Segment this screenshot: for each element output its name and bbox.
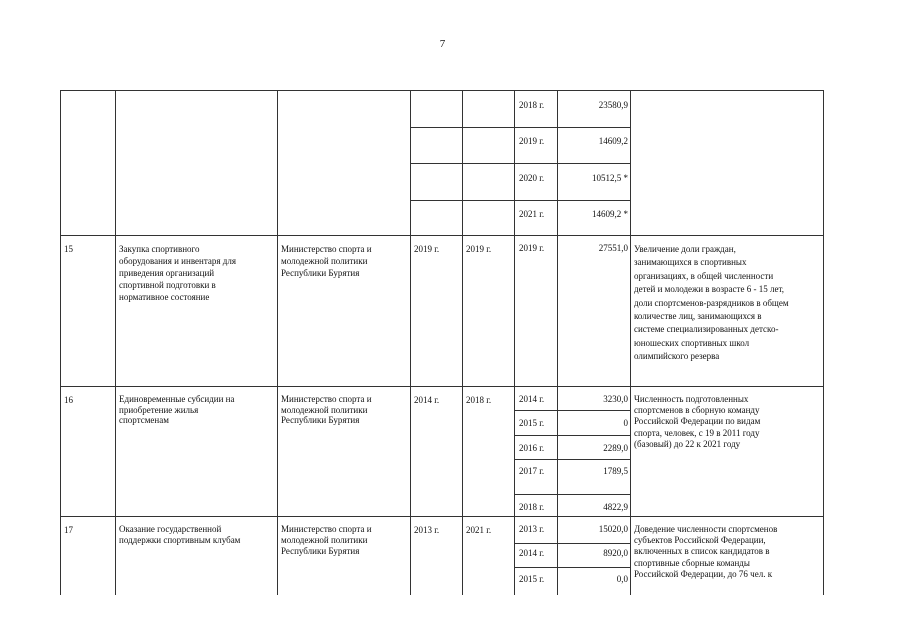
activity-name xyxy=(119,243,236,303)
subrow-border xyxy=(410,200,630,201)
text-line: включенных в список кандидатов в xyxy=(634,546,770,557)
text-line: субъектов Российской Федерации, xyxy=(634,535,766,546)
value-cell: 3230,0 xyxy=(603,394,628,404)
text-line: молодежной политики xyxy=(281,404,368,415)
row-border xyxy=(60,516,824,517)
year-cell: 2019 г. xyxy=(519,243,545,253)
text-line: Увеличение доли граждан, xyxy=(634,244,736,254)
value-cell: 2289,0 xyxy=(603,443,628,453)
text-line: Российской Федерации, до 76 чел. к xyxy=(634,568,773,579)
text-line: Республики Бурятия xyxy=(281,546,360,556)
end-year: 2019 г. xyxy=(466,244,492,254)
text-line: приведения организаций xyxy=(119,268,215,278)
start-year: 2019 г. xyxy=(414,244,440,254)
table-border-left xyxy=(60,90,61,595)
text-line: нормативное состояние xyxy=(119,292,210,302)
subrow-border xyxy=(514,543,630,544)
text-line: организациях, в общей численности xyxy=(634,270,774,281)
table-border-top xyxy=(60,90,824,91)
text-line: Министерство спорта и xyxy=(281,244,372,254)
end-year: 2021 г. xyxy=(466,525,492,535)
text-line: количестве лиц, занимающихся в xyxy=(634,311,762,322)
year-cell: 2017 г. xyxy=(519,466,545,476)
value-cell: 23580,9 xyxy=(598,100,628,110)
activity-name xyxy=(119,524,240,546)
value-cell: 14609,2 xyxy=(598,136,628,146)
row-number: 15 xyxy=(64,244,73,254)
subrow-border xyxy=(410,163,630,164)
text-line: спортсменам xyxy=(119,415,169,425)
row-number: 16 xyxy=(64,395,73,405)
value-cell: 1789,5 xyxy=(603,466,628,476)
value-cell: 0,0 xyxy=(616,574,628,584)
expected-result xyxy=(634,524,777,580)
text-line: молодежной политики xyxy=(281,256,368,266)
col-divider-year xyxy=(514,90,515,595)
text-line: Закупка спортивного xyxy=(119,244,200,254)
value-cell: 27551,0 xyxy=(598,243,628,253)
year-cell: 2014 г. xyxy=(519,394,545,404)
year-cell: 2015 г. xyxy=(519,418,545,428)
row-number: 17 xyxy=(64,525,73,535)
text-line: Численность подготовленных xyxy=(634,394,749,404)
text-line: Оказание государственной xyxy=(119,524,222,534)
col-divider-result xyxy=(630,90,631,595)
text-line: олимпийского резерва xyxy=(634,351,720,362)
text-line: Республики Бурятия xyxy=(281,268,360,278)
subrow-border xyxy=(514,410,630,411)
activity-name xyxy=(119,394,235,426)
text-line: Республики Бурятия xyxy=(281,415,360,425)
executor xyxy=(281,243,372,279)
value-cell: 15020,0 xyxy=(598,524,628,534)
text-line: Доведение численности спортсменов xyxy=(634,524,778,534)
start-year: 2013 г. xyxy=(414,525,440,535)
subrow-border xyxy=(410,127,630,128)
value-cell: 8920,0 xyxy=(603,548,628,558)
table-border-right xyxy=(823,90,824,595)
col-divider-end xyxy=(462,90,463,595)
year-cell: 2016 г. xyxy=(519,443,545,453)
year-cell: 2020 г. xyxy=(519,173,545,183)
text-line: спортсменов в сборную команду xyxy=(634,405,760,416)
year-cell: 2015 г. xyxy=(519,574,545,584)
year-cell: 2019 г. xyxy=(519,136,545,146)
text-line: спортивной подготовки в xyxy=(119,280,216,290)
year-cell: 2013 г. xyxy=(519,524,545,534)
value-cell: 14609,2 * xyxy=(592,209,628,219)
year-cell: 2014 г. xyxy=(519,548,545,558)
text-line: спорта, человек, с 19 в 2011 году xyxy=(634,427,760,438)
start-year: 2014 г. xyxy=(414,395,440,405)
text-line: приобретение жилья xyxy=(119,404,199,415)
row-border xyxy=(60,235,824,236)
value-cell: 4822,9 xyxy=(603,502,628,512)
year-cell: 2018 г. xyxy=(519,502,545,512)
col-divider-value xyxy=(557,90,558,595)
expected-result xyxy=(634,394,760,450)
end-year: 2018 г. xyxy=(466,395,492,405)
subrow-border xyxy=(514,459,630,460)
text-line: доли спортсменов-разрядников в общем xyxy=(634,297,789,308)
text-line: оборудования и инвентаря для xyxy=(119,256,236,266)
subrow-border xyxy=(514,567,630,568)
text-line: системе специализированных детско- xyxy=(634,324,779,335)
text-line: молодежной политики xyxy=(281,535,368,545)
col-divider-start xyxy=(410,90,411,595)
year-cell: 2021 г. xyxy=(519,209,545,219)
text-line: Министерство спорта и xyxy=(281,524,372,534)
subrow-border xyxy=(514,494,630,495)
text-line: Единовременные субсидии на xyxy=(119,394,235,404)
expected-result xyxy=(634,243,789,364)
value-cell: 10512,5 * xyxy=(592,173,628,183)
text-line: детей и молодежи в возрасте 6 - 15 лет, xyxy=(634,284,784,295)
text-line: поддержки спортивным клубам xyxy=(119,535,241,545)
subrow-border xyxy=(514,435,630,436)
executor xyxy=(281,394,372,426)
year-cell: 2018 г. xyxy=(519,100,545,110)
text-line: Российской Федерации по видам xyxy=(634,416,761,427)
text-line: спортивные сборные команды xyxy=(634,557,750,568)
text-line: Министерство спорта и xyxy=(281,394,372,404)
text-line: занимающихся в спортивных xyxy=(634,257,747,268)
col-divider-name xyxy=(115,90,116,595)
col-divider-executor xyxy=(277,90,278,595)
executor xyxy=(281,524,372,557)
text-line: юношеских спортивных школ xyxy=(634,337,750,348)
value-cell: 0 xyxy=(623,418,628,428)
row-border xyxy=(60,386,824,387)
page-number: 7 xyxy=(439,38,446,50)
text-line: (базовый) до 22 к 2021 году xyxy=(634,438,741,449)
